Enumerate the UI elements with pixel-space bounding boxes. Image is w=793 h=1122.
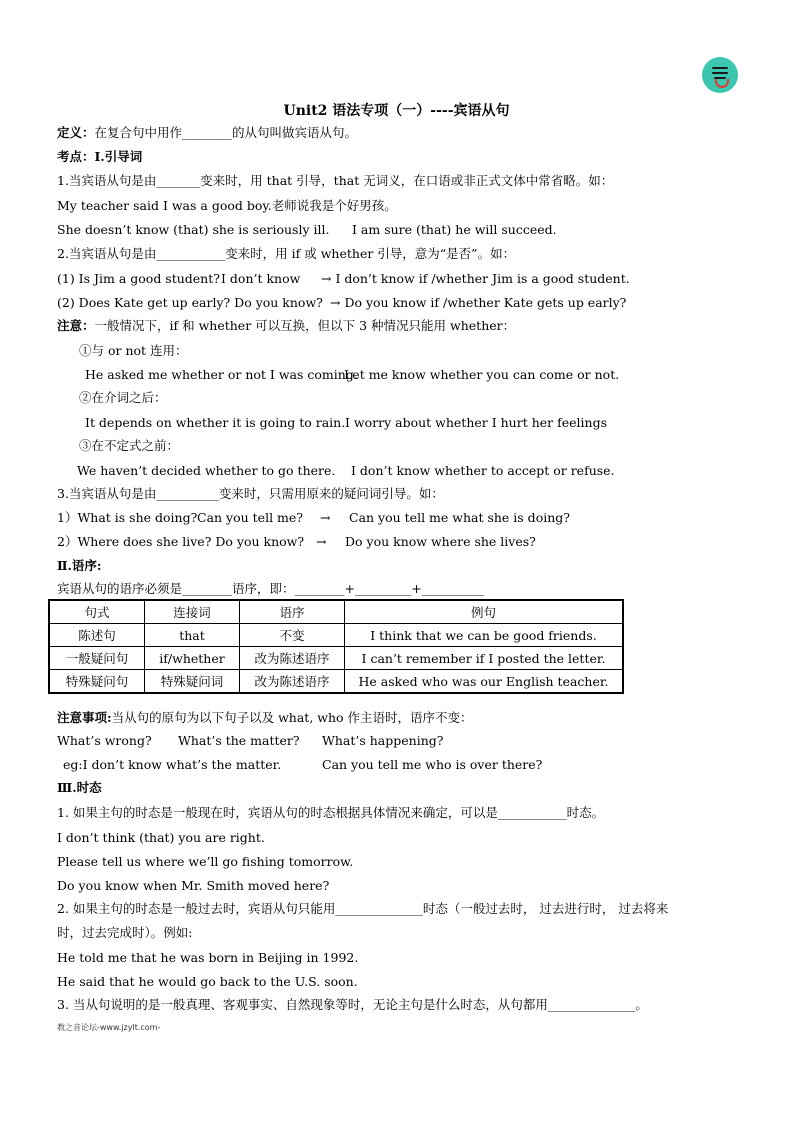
condition-1: ①与 or not 连用： (79, 343, 188, 358)
logo-bar (712, 67, 728, 69)
example-2a: She doesn’t know (that) she is seriously ill. (57, 222, 330, 237)
table-cell: that (145, 624, 240, 647)
example-line (77, 463, 615, 479)
example-text: What’s wrong? (57, 733, 152, 748)
section-heading-1: Ⅰ.引导词 (94, 149, 143, 164)
table-cell: 句式 (49, 600, 145, 624)
section-heading-2: Ⅱ.语序: (57, 558, 102, 573)
rule-2: 2.当宾语从句是由___________变来时，用 if 或 whether 引导，意为“是否”。如： (57, 246, 516, 261)
order-note-line (57, 710, 473, 726)
example-line (85, 415, 607, 431)
order-note-text: 当从句的原句为以下句子以及 what, who 作主语时，语序不变： (111, 710, 473, 725)
example-text: I don’t know whether to accept or refuse. (351, 463, 615, 478)
arrow-icon: → (316, 534, 327, 549)
tense-rule-3: 3. 当从句说明的是一般真理、客观事实、自然现象等时，无论主句是什么时态，从句都用______________。 (57, 997, 648, 1012)
example-text: Can you tell me what she is doing? (349, 510, 570, 525)
table-cell: I think that we can be good friends. (345, 624, 624, 647)
table-cell: 陈述句 (49, 624, 145, 647)
example-line (57, 222, 557, 238)
logo-smile (715, 79, 729, 88)
example-text: Do you know where she lives? (345, 534, 536, 549)
example-line (57, 271, 630, 287)
table-cell: 语序 (240, 600, 345, 624)
table-cell: 连接词 (145, 600, 240, 624)
example-text: I don’t think (that) you are right. (57, 830, 265, 845)
points-label: 考点： (57, 149, 95, 164)
example-1: My teacher said I was a good boy.老师说我是个好男孩。 (57, 198, 397, 213)
definition-text: 在复合句中用作________的从句叫做宾语从句。 (94, 125, 358, 140)
example-text: 2）Where does she live? Do you know? (57, 534, 305, 549)
word-order-table (48, 599, 624, 694)
condition-3: ③在不定式之前： (79, 438, 180, 453)
example-text: He asked me whether or not I was coming. (85, 367, 358, 382)
example-text: Please tell us where we’ll go fishing tomorrow. (57, 854, 354, 869)
table-header-row (49, 600, 623, 624)
table-cell: 例句 (345, 600, 624, 624)
table-row (49, 647, 623, 670)
example-text: (1) Is Jim a good student? (57, 271, 220, 286)
example-line (57, 510, 570, 526)
footer-text: 教之音论坛-www.jzylt.com- (57, 1023, 161, 1032)
tense-rule-1: 1. 如果主句的时态是一般现在时，宾语从句的时态根据具体情况来确定，可以是___________时态。 (57, 805, 605, 820)
example-line (85, 367, 620, 383)
tense-rule-2-cont: 时，过去完成时）。例如: (57, 925, 193, 940)
example-text: → Do you know if /whether Kate gets up early? (330, 295, 627, 310)
example-text: What’s the matter? (178, 733, 300, 748)
example-text: What’s happening? (322, 733, 444, 748)
order-note-label: 注意事项: (57, 710, 112, 725)
example-text: eg:I don’t know what’s the matter. (63, 757, 282, 772)
note-line (57, 318, 515, 334)
table-cell: if/whether (145, 647, 240, 670)
table-cell: 不变 (240, 624, 345, 647)
example-text: He told me that he was born in Beijing in 1992. (57, 950, 359, 965)
table-row (49, 624, 623, 647)
example-text: (2) Does Kate get up early? Do you know? (57, 295, 323, 310)
example-line (57, 733, 444, 749)
definition-line (57, 125, 357, 141)
order-rule: 宾语从句的语序必须是________语序，即：________+_________+__________ (57, 581, 485, 596)
logo-bar (712, 72, 728, 74)
table-cell: 改为陈述语序 (240, 670, 345, 694)
example-line (57, 295, 627, 311)
example-text: It depends on whether it is going to rain. (85, 415, 346, 430)
example-text: Can you tell me who is over there? (322, 757, 543, 772)
definition-label: 定义： (57, 125, 95, 140)
example-text: We haven’t decided whether to go there. (77, 463, 336, 478)
example-text: 1）What is she doing? (57, 510, 198, 525)
example-line (57, 534, 536, 550)
example-2b: I am sure (that) he will succeed. (352, 222, 557, 237)
example-text: I worry about whether I hurt her feelings (345, 415, 607, 430)
table-cell: I can’t remember if I posted the letter. (345, 647, 624, 670)
table-cell: 改为陈述语序 (240, 647, 345, 670)
table-cell: 特殊疑问词 (145, 670, 240, 694)
table-row (49, 670, 623, 694)
site-logo-icon (702, 57, 738, 93)
example-line (63, 757, 543, 773)
note-text: 一般情况下，if 和 whether 可以互换，但以下 3 种情况只能用 whether： (94, 318, 516, 333)
example-text: Let me know whether you can come or not. (344, 367, 620, 382)
rule-3: 3.当宾语从句是由__________变来时，只需用原来的疑问词引导。如： (57, 486, 444, 501)
rule-1: 1.当宾语从句是由_______变来时，用 that 引导，that 无词义，在口语或非正式文体中常省略。如： (57, 173, 614, 188)
note-label: 注意： (57, 318, 95, 333)
arrow-icon: → (320, 510, 331, 525)
example-text: I don’t know (221, 271, 301, 286)
example-text: → I don’t know if /whether Jim is a good student. (321, 271, 630, 286)
page-title: Unit2 语法专项（一）----宾语从句 (283, 103, 510, 119)
example-text: Do you know when Mr. Smith moved here? (57, 878, 330, 893)
condition-2: ②在介词之后： (79, 390, 167, 405)
table-cell: 一般疑问句 (49, 647, 145, 670)
table-cell: 特殊疑问句 (49, 670, 145, 694)
section-heading-3: Ⅲ.时态 (57, 780, 102, 795)
example-text: Can you tell me? (197, 510, 303, 525)
example-text: He said that he would go back to the U.S. soon. (57, 974, 358, 989)
points-line (57, 149, 142, 165)
tense-rule-2: 2. 如果主句的时态是一般过去时，宾语从句只能用______________时态（一般过去时， 过去进行时， 过去将来 (57, 901, 669, 916)
table-cell: He asked who was our English teacher. (345, 670, 624, 694)
